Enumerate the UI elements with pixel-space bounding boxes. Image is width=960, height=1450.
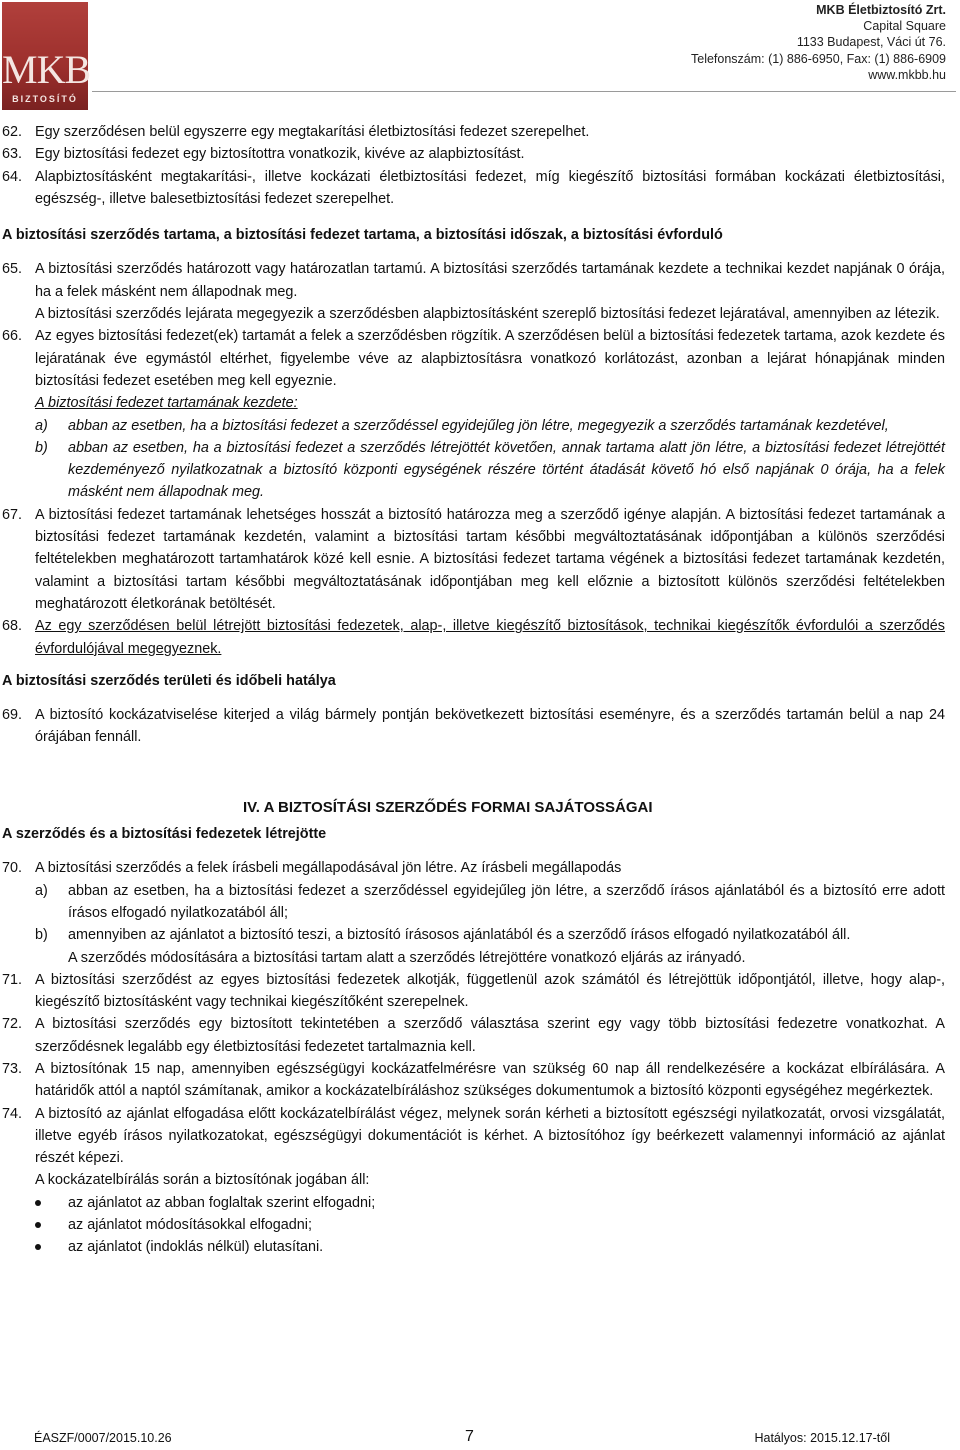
clause-66-item-a (0, 415, 960, 437)
section-heading-formation: A szerződés és a biztosítási fedezetek létrejötte (2, 826, 327, 843)
clause-69 (0, 704, 960, 749)
clause-number: 62. (2, 124, 23, 140)
bullet-text: az ajánlatot (indoklás nélkül) elutasítani. (68, 1239, 324, 1256)
bullet-dot (35, 1244, 41, 1250)
clause-number: 69. (2, 707, 23, 724)
clause-number: 71. (2, 971, 23, 988)
clause-text: Egy biztosítási fedezet egy biztosítottra vonatkozik, kivéve az alapbiztosítást. (35, 146, 525, 163)
clause-text: A biztosítónak 15 nap, amennyiben egészségügyi kockázatfelmérésre van szükség 60 nap áll rendelkezésére a kockázat elbírálására. A határidők attól a naptól számítanak, amikor a kockázatelbíráláshoz szükséges dokumentumok a biztosító központi egységéhez megérkeztek. (35, 1060, 945, 1100)
bullet-text: az ajánlatot módosításokkal elfogadni; (68, 1217, 312, 1234)
item-text: abban az esetben, ha a biztosítási fedezet a szerződés létrejöttét követően, annak tartama alatt jön létre, a biztosítási fedezet létrejöttét kezdeményező nyilatkozatnak a biztosító központi egységének részére történt átadását követő hó első napjának 0 órája, ha a felek másként nem állapodnak meg. (68, 439, 945, 501)
document-body (0, 121, 960, 1259)
bullet-item (0, 1192, 960, 1214)
item-text: amennyiben az ajánlatot a biztosító teszi, a biztosító írásosos ajánlatából és a szerződő írásos elfogadó nyilatkozatából áll. (68, 927, 851, 944)
item-label: b) (35, 927, 48, 944)
clause-number: 74. (2, 1105, 23, 1122)
clause-number: 64. (2, 168, 23, 185)
clause-63 (0, 143, 960, 165)
clause-71 (0, 969, 960, 1014)
bullet-item (0, 1214, 960, 1236)
clause-text: Alapbiztosításként megtakarítási-, illetve kockázati életbiztosítási fedezet, míg kiegészítő biztosítási formában kockázati életbiztosítási, egészség-, illetve balesetbiztosítási fedezet szerepelhet. (35, 168, 945, 207)
page-number: 7 (465, 1428, 474, 1445)
logo-subtext: BIZTOSÍTÓ (12, 94, 78, 104)
clause-text: A biztosítási szerződés a felek írásbeli megállapodásával jön létre. Az írásbeli megállapodás (35, 860, 622, 877)
clause-70-item-b (0, 924, 960, 946)
clause-text: A biztosítási szerződést az egyes biztosítási fedezetek alkotják, függetlenül azok számától és létrejöttük időpontjától, illetve, hogy alap-, kiegészítő biztosításként vagy technikai kiegészítőként szerepelnek. (35, 971, 945, 1011)
clause-number: 72. (2, 1016, 23, 1033)
clause-74 (0, 1103, 960, 1170)
clause-70 (0, 857, 960, 879)
clause-65 (0, 258, 960, 303)
clause-72 (0, 1013, 960, 1058)
clause-text: A biztosító az ajánlat elfogadása előtt kockázatelbírálást végez, melynek során kérheti a biztosított egészségi nyilatkozatát, orvosi vizsgálatát, illetve egyéb írásos nyilatkozatokat, egészségügyi dokumentációt is kérhet. A biztosítóhoz így beérkezett valamennyi információ az ajánlat részét képezi. (35, 1105, 945, 1167)
bullet-dot (35, 1222, 41, 1228)
clause-number: 67. (2, 506, 23, 523)
clause-66-subheading: A biztosítási fedezet tartamának kezdete: (35, 395, 298, 412)
company-name: MKB Életbiztosító Zrt. (816, 3, 946, 17)
clause-66-item-b (0, 437, 960, 504)
clause-62 (0, 121, 960, 143)
clause-text: Az egy szerződésen belül létrejött biztosítási fedezetek, alap-, illetve kiegészítő biztosítások, technikai kiegészítők évfordulói a szerződés évfordulójával megegyeznek. (35, 618, 945, 657)
logo-text: MKB (2, 47, 91, 92)
document-id: ÉASZF/0007/2015.10.26 (34, 1431, 172, 1445)
effective-date: Hatályos: 2015.12.17-től (754, 1431, 890, 1445)
chapter-title: IV. A BIZTOSÍTÁSI SZERZŐDÉS FORMAI SAJÁTOSSÁGAI (243, 798, 653, 816)
clause-text: A biztosítási szerződés egy biztosított tekintetében a szerződő választása szerint egy vagy több biztosítási fedezetre vonatkozhat. A szerződésnek legalább egy életbiztosítási fedezetet tartalmaznia kell. (35, 1016, 945, 1055)
clause-text: A biztosító kockázatviselése kiterjed a világ bármely pontján bekövetkezett biztosítási eseményre, és a szerződés tartamán belül a nap 24 órájában fennáll. (35, 707, 945, 746)
bullet-text: az ajánlatot az abban foglaltak szerint elfogadni; (68, 1194, 376, 1211)
item-label: a) (35, 882, 48, 899)
address-line-1: Capital Square (863, 19, 946, 34)
clause-number: 65. (2, 261, 23, 278)
clause-74-continuation: A kockázatelbírálás során a biztosítónak jogában áll: (35, 1172, 370, 1189)
header-divider (92, 91, 956, 92)
clause-number: 73. (2, 1060, 23, 1077)
section-heading-scope: A biztosítási szerződés területi és időbeli hatálya (2, 672, 336, 689)
bullet-dot (35, 1200, 41, 1206)
clause-text: A biztosítási fedezet tartamának lehetséges hosszát a biztosító határozza meg a szerződő igénye alapján. A biztosítási fedezet tartamának a biztosítási fedezet tartamának kezdetén, valamint a biztosítási tartam későbbi megváltoztatásának időpontjában a különös szerződési feltételekben meghatározott tartamhatárok közé kell esnie. A biztosítási fedezet tartama végének a biztosítási fedezet tartamának kezdetén, valamint a biztosítási tartam későbbi megváltoztatásának időpontjában meg kell előznie a biztosított különös szerződési feltételekben meghatározott életkorának betöltését. (35, 506, 945, 612)
clause-66 (0, 325, 960, 392)
clause-number: 63. (2, 146, 23, 163)
clause-65-continuation: A biztosítási szerződés lejárata megegyezik a szerződésben alapbiztosításként szereplő biztosítási fedezet lejáratával, amennyiben az létezik. (35, 306, 940, 323)
bullet-item (0, 1236, 960, 1258)
clause-text: Az egyes biztosítási fedezet(ek) tartamát a felek a szerződésben rögzítik. A szerződésen belül a biztosítási fedezetek tartama, azok kezdete és lejáratának éve egymástól eltérhet, figyelembe véve az alapbiztosításra vonatkozó korlátozást, azonban a lejárat hónapjának minden biztosítási fedezet esetében meg kell egyeznie. (35, 328, 945, 389)
clause-text: A biztosítási szerződés határozott vagy határozatlan tartamú. A biztosítási szerződés tartamának kezdete a technikai kezdet napjának 0 órája, ha a felek másként nem állapodnak meg. (35, 261, 945, 300)
item-label: a) (35, 417, 48, 434)
clause-70-item-b-continuation: A szerződés módosítására a biztosítási tartam alatt a szerződés létrejöttére vonatkozó eljárás az irányadó. (68, 949, 746, 966)
phone-line: Telefonszám: (1) 886-6950, Fax: (1) 886-6909 (691, 51, 946, 66)
clause-67 (0, 504, 960, 615)
company-info (691, 2, 946, 83)
website: www.mkbb.hu (868, 67, 946, 82)
clause-68 (0, 615, 960, 660)
clause-number: 68. (2, 618, 23, 635)
address-line-2: 1133 Budapest, Váci út 76. (796, 35, 946, 50)
item-text: abban az esetben, ha a biztosítási fedezet a szerződéssel egyidejűleg jön létre, a szerződő írásos ajánlatából és a biztosító erre adott írásos elfogadó nyilatkozatából áll; (68, 882, 945, 921)
item-label: b) (35, 439, 48, 456)
clause-text: Egy szerződésen belül egyszerre egy megtakarítási életbiztosítási fedezet szerepelhet. (35, 124, 590, 140)
company-logo (2, 2, 91, 110)
item-text: abban az esetben, ha a biztosítási fedezet a szerződéssel egyidejűleg jön létre, megegyezik a szerződés tartamának kezdetével, (68, 417, 889, 434)
clause-70-item-a (0, 880, 960, 925)
clause-number: 66. (2, 328, 23, 345)
section-heading-term: A biztosítási szerződés tartama, a biztosítási fedezet tartama, a biztosítási időszak, a biztosítási évforduló (2, 227, 723, 244)
clause-73 (0, 1058, 960, 1103)
clause-number: 70. (2, 860, 23, 877)
clause-64 (0, 166, 960, 211)
